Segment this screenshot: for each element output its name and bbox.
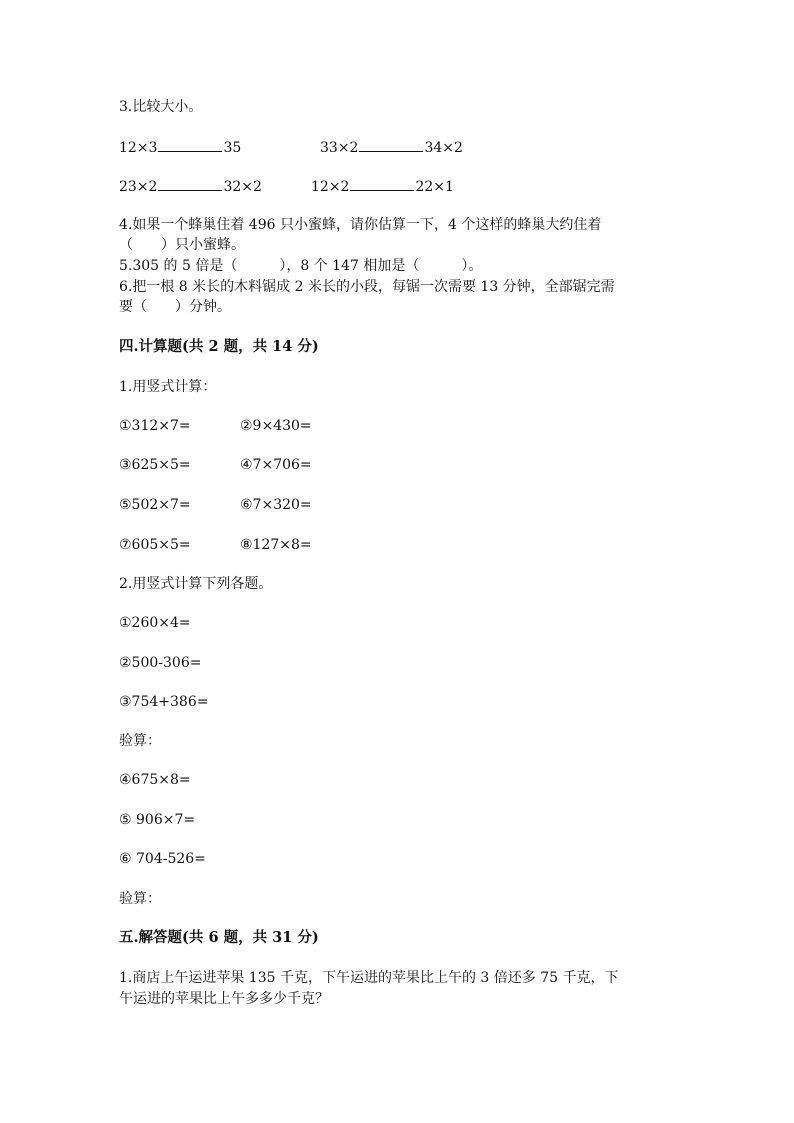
compare-left: 23×2 — [119, 179, 158, 195]
calc-item: ②9×430= — [240, 418, 312, 434]
answer-blank[interactable] — [359, 137, 423, 152]
q4-line2: （ ）只小蜜蜂。 — [119, 237, 245, 253]
calc-item: ⑥ 704-526= — [119, 851, 206, 867]
q3-intro: 3.比较大小。 — [119, 99, 203, 115]
compare-item — [320, 137, 463, 158]
calc-item: ①260×4= — [119, 615, 191, 631]
compare-left: 12×3 — [119, 140, 158, 156]
section4-title: 四.计算题(共 2 题，共 14 分) — [119, 338, 319, 355]
s4-p1-intro: 1.用竖式计算： — [119, 379, 217, 395]
calc-item: ⑥7×320= — [240, 497, 312, 513]
answer-blank[interactable] — [158, 176, 222, 191]
answer-blank[interactable] — [158, 137, 222, 152]
compare-item — [311, 176, 454, 197]
calc-item: ②500-306= — [119, 655, 202, 671]
calc-item: ⑤ 906×7= — [119, 812, 196, 828]
calc-item: ⑤502×7= — [119, 497, 191, 513]
s5-p1-line2: 午运进的苹果比上午多多少千克？ — [119, 991, 329, 1007]
q4-line1: 4.如果一个蜂巢住着 496 只小蜜蜂，请你估算一下，4 个这样的蜂巢大约住着 — [119, 217, 602, 233]
q6-line1: 6.把一根 8 米长的木料锯成 2 米长的小段，每锯一次需要 13 分钟，全部锯完需 — [119, 279, 615, 295]
s4-p2-intro: 2.用竖式计算下列各题。 — [119, 576, 273, 592]
q5-line1: 5.305 的 5 倍是（ ），8 个 147 相加是（ ）。 — [119, 258, 483, 274]
answer-blank[interactable] — [350, 176, 414, 191]
compare-right: 34×2 — [424, 140, 463, 156]
calc-item: ④675×8= — [119, 772, 191, 788]
compare-right: 22×1 — [415, 179, 454, 195]
check-label: 验算： — [119, 891, 161, 907]
compare-left: 12×2 — [311, 179, 350, 195]
calc-item: ④7×706= — [240, 457, 312, 473]
section5-title: 五.解答题(共 6 题，共 31 分) — [119, 929, 319, 946]
calc-item: ③625×5= — [119, 457, 191, 473]
check-label: 验算： — [119, 733, 161, 749]
calc-item: ⑦605×5= — [119, 537, 191, 553]
q6-line2: 要（ ）分钟。 — [119, 299, 231, 315]
calc-item: ①312×7= — [119, 418, 191, 434]
compare-right: 32×2 — [223, 179, 262, 195]
calc-item: ③754+386= — [119, 694, 209, 710]
compare-item — [119, 137, 241, 158]
compare-item — [119, 176, 262, 197]
compare-left: 33×2 — [320, 140, 359, 156]
s5-p1-line1: 1.商店上午运进苹果 135 千克，下午运进的苹果比上午的 3 倍还多 75 千克，下 — [119, 970, 619, 986]
calc-item: ⑧127×8= — [240, 537, 312, 553]
compare-right: 35 — [223, 140, 242, 156]
